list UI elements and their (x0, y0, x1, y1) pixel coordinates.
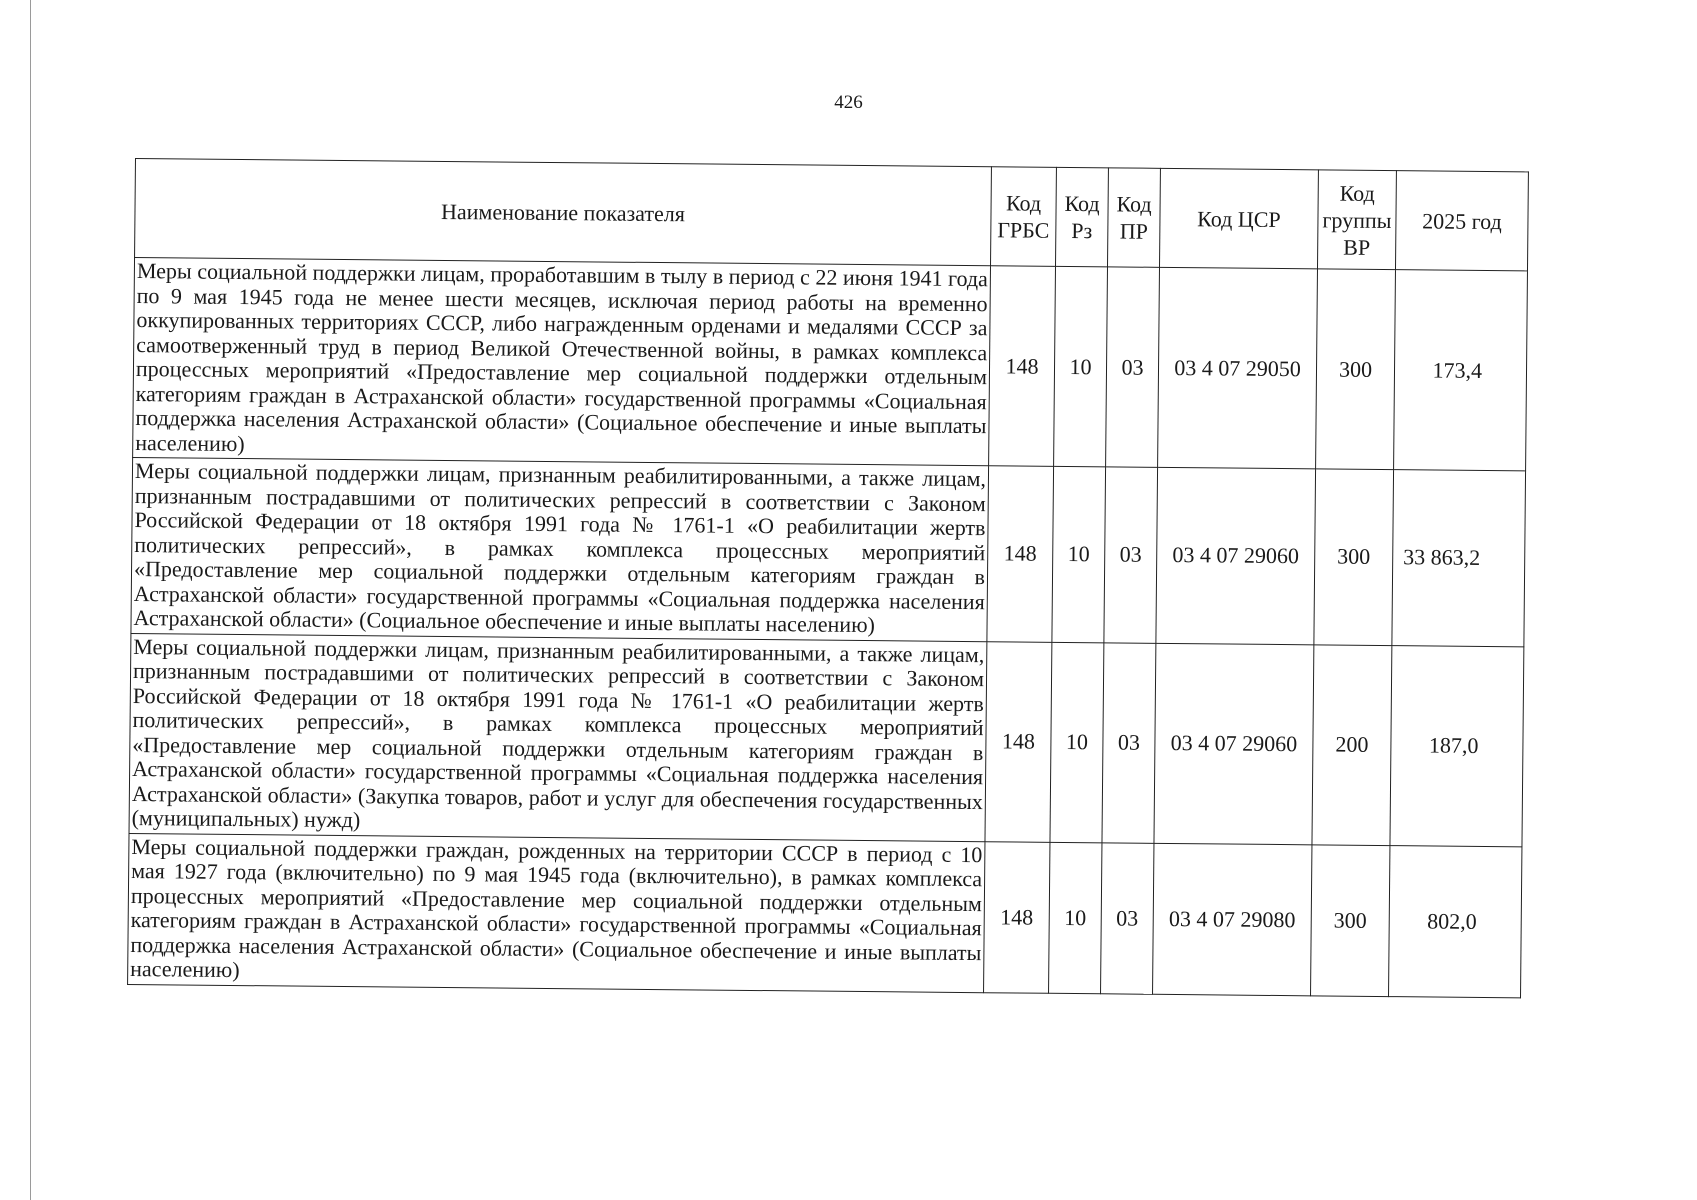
row-grbs: 148 (987, 466, 1054, 642)
row-name: Меры социальной поддержки граждан, рожденных на территории СССР в период с 10 мая 1927 года (включительно) по 9 мая 1945 года (включительно), в рамках комплекса процессных мероприятий «Предоставление мер социальной поддержки отдельным категориям граждан в Астраханской области» государственной программы «Социальная поддержка населения Астраханской области» (Социальное обеспечение и иные выплаты населению) (128, 833, 985, 992)
table-row (131, 457, 1526, 646)
header-name: Наименование показателя (135, 159, 992, 266)
row-rz: 10 (1052, 466, 1106, 642)
header-row (135, 159, 1529, 271)
row-name: Меры социальной поддержки лицам, признанным реабилитированными, а также лицам, признанным пострадавшими от политических репрессий в соответствии с Законом Российской Федерации от 18 октября 1991 года № 1761-1 «О реабилитации жертв политических репрессий», в рамках комплекса процессных мероприятий «Предоставление мер социальной поддержки отдельным категориям граждан в Астраханской области» государственной программы «Социальная поддержка населения Астраханской области» (Социальное обеспечение и иные выплаты населению) (131, 457, 989, 641)
row-pr: 03 (1104, 467, 1158, 643)
row-pr: 03 (1101, 842, 1154, 993)
scan-edge-line (30, 0, 31, 1200)
row-name: Меры социальной поддержки лицам, признанным реабилитированными, а также лицам, признанным пострадавшими от политических репрессий в соответствии с Законом Российской Федерации от 18 октября 1991 года № 1761-1 «О реабилитации жертв политических репрессий», в рамках комплекса процессных мероприятий «Предоставление мер социальной поддержки отдельным категориям граждан в Астраханской области» государственной программы «Социальная поддержка населения Астраханской области» (Закупка товаров, работ и услуг для обеспечения государственных (муниципальных) нужд) (129, 633, 987, 841)
row-rz: 10 (1054, 266, 1108, 466)
row-year-amount: 173,4 (1394, 270, 1528, 471)
header-rz: Код Рз (1056, 167, 1109, 266)
page-number: 426 (834, 92, 863, 113)
row-csr: 03 4 07 29060 (1156, 467, 1316, 644)
row-year-amount: 33 863,2 (1392, 470, 1526, 647)
row-name: Меры социальной поддержки лицам, проработавшим в тылу в период с 22 июня 1941 года по 9 мая 1945 года не менее шести месяцев, исключая период работы на временно оккупированных территориях СССР, либо награжденным орденами и медалями СССР за самоотверженный труд в период Великой Отечественной войны, в рамках комплекса процессных мероприятий «Предоставление мер социальной поддержки отдельным категориям граждан в Астраханской области» государственной программы «Социальная поддержка населения Астраханской области» (Социальное обеспечение и иные выплаты населению) (133, 258, 991, 466)
row-csr: 03 4 07 29080 (1153, 843, 1312, 996)
table-header (135, 159, 1529, 271)
row-pr: 03 (1102, 642, 1156, 842)
row-year-amount: 802,0 (1389, 845, 1522, 997)
row-vr: 200 (1312, 644, 1392, 845)
row-rz: 10 (1049, 842, 1102, 993)
header-pr: Код ПР (1108, 168, 1161, 267)
table-row (128, 833, 1522, 997)
header-year: 2025 год (1395, 171, 1528, 271)
row-vr: 300 (1311, 844, 1390, 996)
header-csr: Код ЦСР (1159, 168, 1318, 269)
row-csr: 03 4 07 29060 (1154, 643, 1314, 845)
table-row (129, 633, 1524, 846)
row-vr: 300 (1314, 469, 1394, 645)
row-grbs: 148 (989, 266, 1056, 467)
row-year-amount: 187,0 (1390, 645, 1524, 846)
row-csr: 03 4 07 29050 (1158, 267, 1318, 469)
table-row (133, 258, 1528, 471)
row-grbs: 148 (984, 841, 1050, 993)
row-rz: 10 (1050, 642, 1104, 842)
header-vr: Код группы ВР (1317, 170, 1396, 270)
budget-table-sheet (127, 158, 1528, 998)
budget-table (127, 158, 1529, 998)
row-vr: 300 (1316, 269, 1396, 470)
table-body (128, 258, 1528, 998)
row-grbs: 148 (985, 641, 1052, 842)
header-grbs: Код ГРБС (991, 167, 1057, 267)
row-pr: 03 (1106, 267, 1160, 467)
